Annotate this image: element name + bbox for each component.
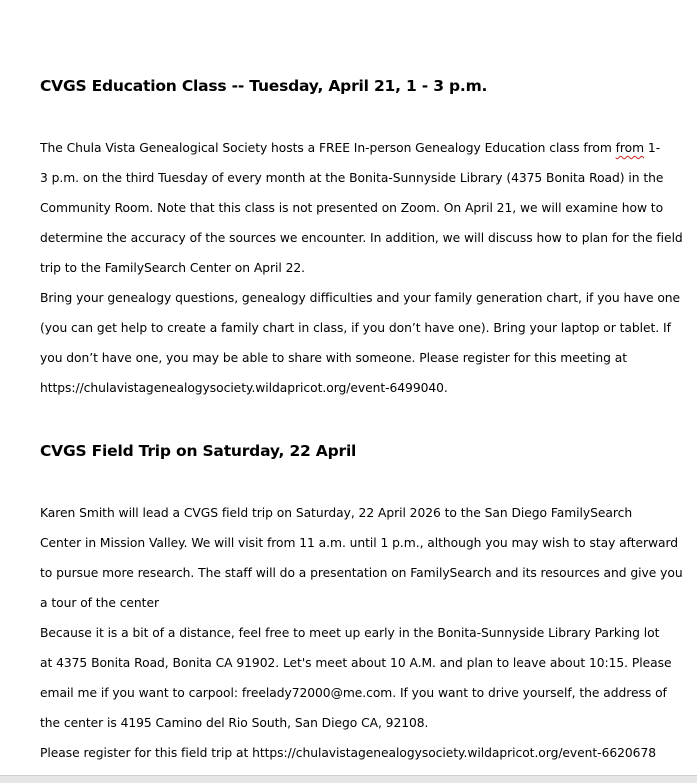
text-line: Community Room. Note that this class is not presented on Zoom. On April 21, we will examine how to <box>40 201 664 215</box>
text-line: (you can get help to create a family chart in class, if you don’t have one). Bring your laptop or tablet. If <box>40 321 671 335</box>
text-line: you don’t have one, you may be able to share with someone. Please register for this meeting at <box>40 351 628 365</box>
text-run: The Chula Vista Genealogical Society hosts a FREE In-person Genealogy Education class from <box>40 141 616 155</box>
text-line: Karen Smith will lead a CVGS field trip on Saturday, 22 April 2026 to the San Diego FamilySearch <box>40 506 633 520</box>
text-run: 1- <box>644 141 661 155</box>
text-line: a tour of the center <box>40 596 159 610</box>
spelling-flagged-word: from <box>615 141 645 155</box>
section-heading-field-trip: CVGS Field Trip on Saturday, 22 April <box>40 442 357 460</box>
event-link-text: https://chulavistagenealogysociety.wildapricot.org/event-6499040. <box>40 381 448 395</box>
text-line: 3 p.m. on the third Tuesday of every month at the Bonita-Sunnyside Library (4375 Bonita Road) in the <box>40 171 664 185</box>
text-line: trip to the FamilySearch Center on April 22. <box>40 261 305 275</box>
text-line: the center is 4195 Camino del Rio South, San Diego CA, 92108. <box>40 716 429 730</box>
text-line: to pursue more research. The staff will do a presentation on FamilySearch and its resources and give you <box>40 566 683 580</box>
text-line: Because it is a bit of a distance, feel free to meet up early in the Bonita-Sunnyside Library Parking lot <box>40 626 660 640</box>
section-heading-education-class: CVGS Education Class -- Tuesday, April 21, 1 - 3 p.m. <box>40 77 488 95</box>
text-line: Please register for this field trip at https://chulavistagenealogysociety.wildapricot.org/event-6620678 <box>40 746 656 760</box>
page-edge-divider <box>0 775 697 783</box>
text-line: email me if you want to carpool: freelady72000@me.com. If you want to drive yourself, the address of <box>40 686 667 700</box>
text-line <box>40 140 660 156</box>
text-line: at 4375 Bonita Road, Bonita CA 91902. Let's meet about 10 A.M. and plan to leave about 10:15. Please <box>40 656 672 670</box>
text-line: Center in Mission Valley. We will visit from 11 a.m. until 1 p.m., although you may wish to stay afterward <box>40 536 679 550</box>
text-line: determine the accuracy of the sources we encounter. In addition, we will discuss how to plan for the field <box>40 231 683 245</box>
text-line: Bring your genealogy questions, genealogy difficulties and your family generation chart, if you have one <box>40 291 681 305</box>
